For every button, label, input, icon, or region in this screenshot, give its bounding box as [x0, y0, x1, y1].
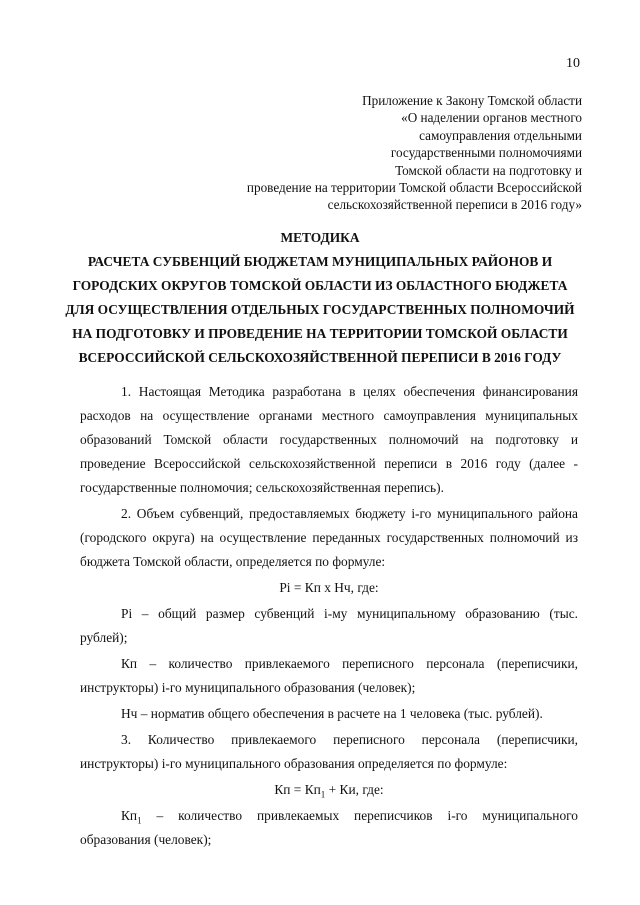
- formula-subvention: Pi = Кп х Нч, где:: [279, 580, 379, 595]
- document-subtitle-line: ВСЕРОССИЙСКОЙ СЕЛЬСКОХОЗЯЙСТВЕННОЙ ПЕРЕПИСИ В 2016 ГОДУ: [78, 350, 562, 365]
- definition-kp1-text: – количество привлекаемых переписчиков i-го муниципального образования (человек);: [80, 808, 578, 847]
- document-subtitle-line: НА ПОДГОТОВКУ И ПРОВЕДЕНИЕ НА ТЕРРИТОРИИ ТОМСКОЙ ОБЛАСТИ: [72, 326, 568, 341]
- formula-personnel-rhs: + Ки, где:: [325, 782, 384, 797]
- appendix-line: сельскохозяйственной переписи в 2016 году»: [327, 197, 582, 213]
- appendix-line: Томской области на подготовку и: [395, 162, 582, 178]
- definition-kp1-symbol: Кп: [121, 808, 138, 823]
- appendix-line: проведение на территории Томской области Всероссийской: [246, 180, 582, 196]
- document-heading: [60, 226, 580, 370]
- page-number: 10: [566, 56, 580, 71]
- appendix-line: самоуправления отдельными: [419, 127, 582, 143]
- appendix-line: Приложение к Закону Томской области: [362, 93, 582, 108]
- appendix-line: «О наделении органов местного: [401, 110, 582, 126]
- document-subtitle-line: ГОРОДСКИХ ОКРУГОВ ТОМСКОЙ ОБЛАСТИ ИЗ ОБЛАСТНОГО БЮДЖЕТА: [72, 278, 568, 293]
- document-body: [80, 380, 578, 854]
- appendix-reference: [142, 92, 582, 214]
- paragraph-1: 1. Настоящая Методика разработана в целях обеспечения финансирования расходов на осуществление органами местного самоуправления муниципальных образований Томской области государственных полномочий на подготовку и проведение Всероссийской сельскохозяйственной переписи в 2016 году (далее - государственные полномочия; сельскохозяйственная перепись).: [80, 384, 578, 495]
- definition-kp: Кп – количество привлекаемого переписного персонала (переписчики, инструкторы) i-го муниципального образования (человек);: [80, 656, 578, 695]
- definition-pi: Pi – общий размер субвенций i-му муниципальному образованию (тыс. рублей);: [80, 606, 578, 645]
- document-title: МЕТОДИКА: [280, 230, 360, 245]
- definition-nch: Нч – норматив общего обеспечения в расчете на 1 человека (тыс. рублей).: [121, 706, 543, 721]
- document-subtitle-line: РАСЧЕТА СУБВЕНЦИЙ БЮДЖЕТАМ МУНИЦИПАЛЬНЫХ РАЙОНОВ И: [87, 254, 553, 269]
- appendix-line: государственными полномочиями: [390, 145, 582, 161]
- definition-kp1: [80, 804, 578, 852]
- formula-personnel-subscript: 1: [320, 789, 326, 800]
- paragraph-3: 3. Количество привлекаемого переписного персонала (переписчики, инструкторы) i-го муниципального образования определяется по формуле:: [80, 732, 578, 771]
- formula-personnel-lhs: Кп = Кп: [274, 782, 321, 797]
- paragraph-2: 2. Объем субвенций, предоставляемых бюджету i-го муниципального района (городского округа) на осуществление переданных государственных полномочий из бюджета Томской области, определяется по формуле:: [80, 506, 578, 569]
- definition-kp1-subscript: 1: [137, 815, 142, 826]
- formula-personnel: [80, 778, 578, 802]
- document-subtitle-line: ДЛЯ ОСУЩЕСТВЛЕНИЯ ОТДЕЛЬНЫХ ГОСУДАРСТВЕННЫХ ПОЛНОМОЧИЙ: [65, 302, 575, 317]
